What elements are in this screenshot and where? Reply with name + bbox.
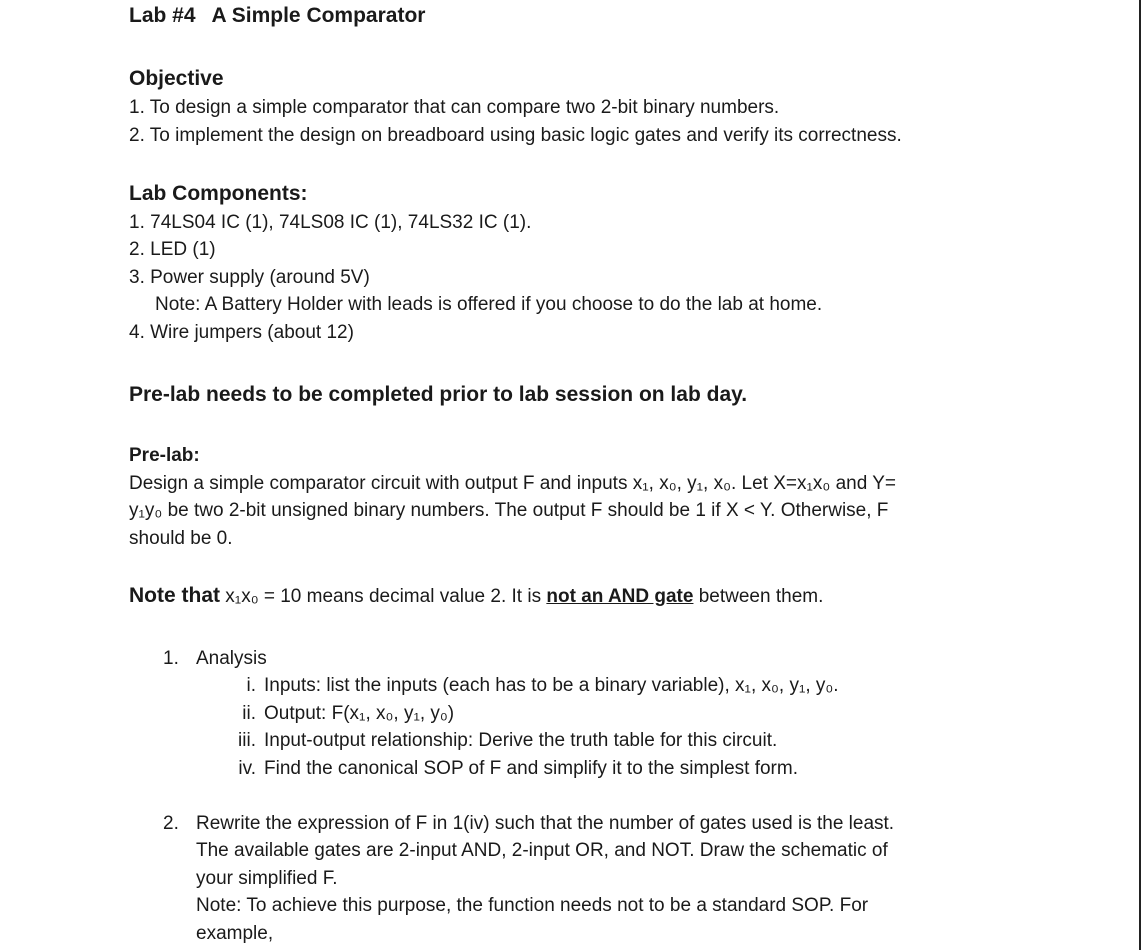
prelab-text-line: should be 0.: [129, 528, 233, 549]
prelab-text-line: Design a simple comparator circuit with output F and inputs x₁, x₀, y₁, x₀. Let X=x₁x₀ and Y=: [129, 473, 896, 494]
prelab-heading: Pre-lab:: [129, 445, 200, 466]
lab-name: A Simple Comparator: [211, 4, 426, 27]
note-line: [129, 583, 823, 610]
step-number: 1.: [163, 648, 179, 669]
prelab-text-line: y₁y₀ be two 2-bit unsigned binary numbers. The output F should be 1 if X < Y. Otherwise, F: [129, 500, 889, 521]
note-emphasis: not an AND gate: [546, 586, 694, 607]
note-lead: Note that: [129, 584, 220, 607]
note-text-end: between them.: [693, 586, 824, 607]
substep-text: Output: F(x₁, x₀, y₁, y₀): [264, 703, 455, 724]
objective-item: 2. To implement the design on breadboard using basic logic gates and verify its correctness.: [129, 125, 902, 146]
substep-text: Input-output relationship: Derive the truth table for this circuit.: [264, 730, 778, 751]
substep-number: i.: [246, 675, 256, 696]
step-text-line: example,: [196, 923, 274, 944]
step-number: 2.: [163, 813, 179, 834]
note-expression: x₁x₀: [225, 586, 259, 607]
substep-number: iv.: [238, 758, 256, 779]
substep-number: ii.: [242, 703, 256, 724]
step-text-line: The available gates are 2-input AND, 2-input OR, and NOT. Draw the schematic of: [196, 840, 888, 861]
component-item: 4. Wire jumpers (about 12): [129, 322, 354, 343]
component-item: 2. LED (1): [129, 239, 216, 260]
objective-item: 1. To design a simple comparator that can compare two 2-bit binary numbers.: [129, 97, 780, 118]
note-text: = 10 means decimal value 2. It is: [258, 586, 547, 607]
component-item: 3. Power supply (around 5V): [129, 267, 370, 288]
lab-title: [129, 3, 425, 29]
step-text-line: Note: To achieve this purpose, the function needs not to be a standard SOP. For: [196, 895, 869, 916]
step-label: Analysis: [196, 648, 267, 669]
objective-heading: Objective: [129, 67, 224, 90]
component-item: 1. 74LS04 IC (1), 74LS08 IC (1), 74LS32 IC (1).: [129, 212, 532, 233]
substep-number: iii.: [238, 730, 256, 751]
components-heading: Lab Components:: [129, 182, 308, 205]
step-text-line: Rewrite the expression of F in 1(iv) such that the number of gates used is the least.: [196, 813, 895, 834]
component-note: Note: A Battery Holder with leads is offered if you choose to do the lab at home.: [155, 294, 823, 315]
substep-text: Inputs: list the inputs (each has to be a binary variable), x₁, x₀, y₁, y₀.: [264, 675, 839, 696]
step-text-line: your simplified F.: [196, 868, 338, 889]
prelab-notice: Pre-lab needs to be completed prior to lab session on lab day.: [129, 383, 748, 406]
lab-number: Lab #4: [129, 4, 196, 27]
substep-text: Find the canonical SOP of F and simplify it to the simplest form.: [264, 758, 798, 779]
